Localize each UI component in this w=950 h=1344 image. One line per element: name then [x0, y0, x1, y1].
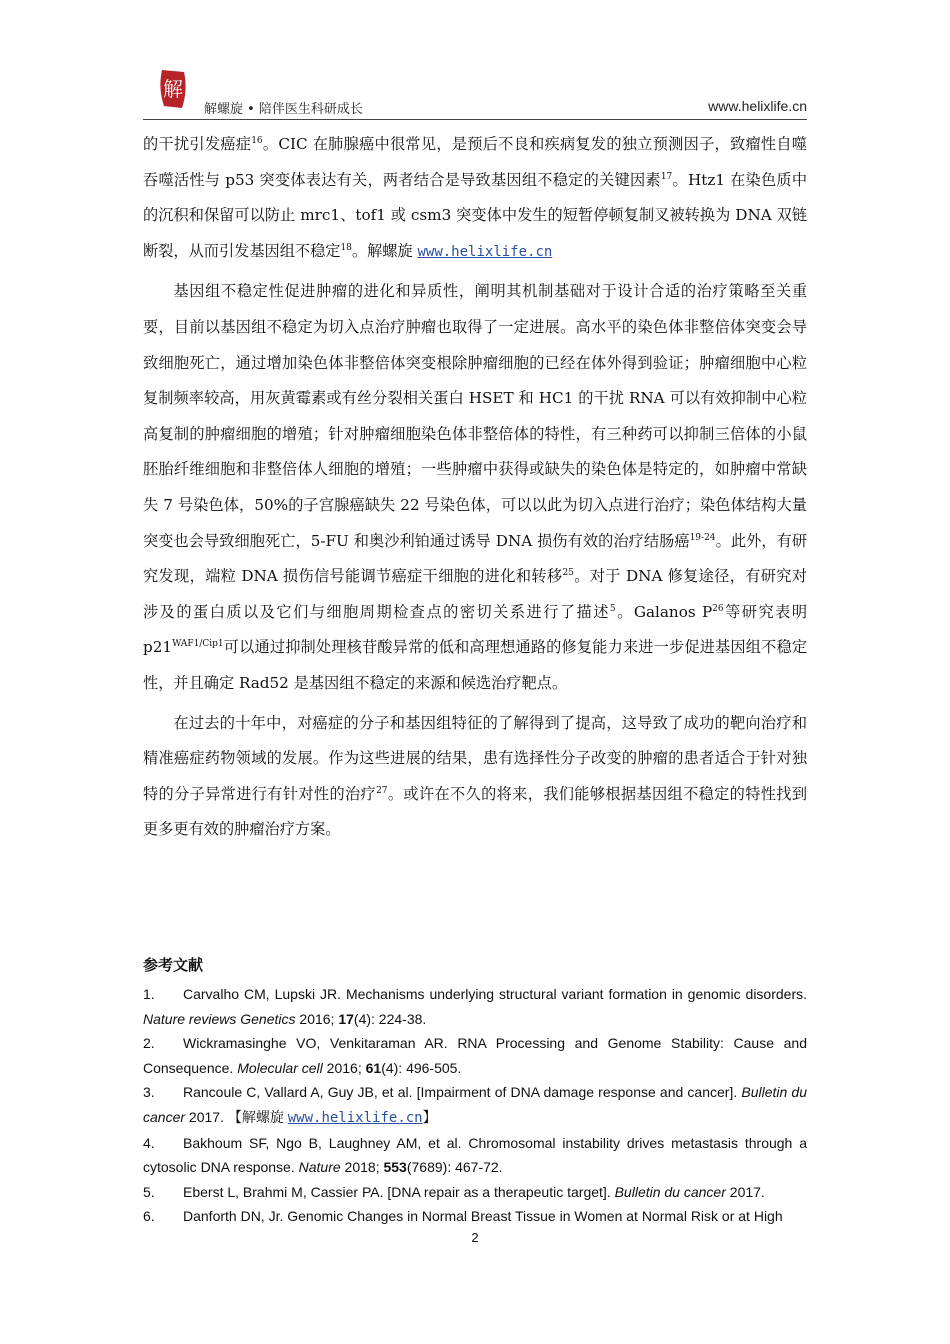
paragraph-2: 基因组不稳定性促进肿瘤的进化和异质性，阐明其机制基础对于设计合适的治疗策略至关重要，目前以基因组不稳定为切入点治疗肿瘤也取得了一定进展。高水平的染色体非整倍体突变会导致细胞死亡，通过增加染色体非整倍体突变根除肿瘤细胞的已经在体外得到验证；肿瘤细胞中心粒复制频率较高，用灰黄霉素或有丝分裂相关蛋白 HSET 和 HC1 的干扰 RNA 可以有效抑制中心粒高复制的肿瘤细胞的增殖；针对肿瘤细胞染色体非整倍体的特性，有三种药可以抑制三倍体的小鼠胚胎纤维细胞和非整倍体人细胞的增殖；一些肿瘤中获得或缺失的染色体是特定的，如肿瘤中常缺失 7 号染色体，50%的子宫腺癌缺失 22 号染色体，可以以此为切入点进行治疗；染色体结构大量突变也会导致细胞死亡，5-FU 和奥沙利铂通过诱导 DNA 损伤有效的治疗结肠癌$^{19-24}$。此外，有研究发现，端粒 DNA 损伤信号能调节癌症干细胞的进化和转移$^{25}$。对于 DNA 修复途径，有研究对涉及的蛋白质以及它们与细胞周期检查点的密切关系进行了描述$^5$。Galanos $P^{26}$等研究表明 $p21^{WAF1/Cip1}$可以通过抑制处理核苷酸异常的低和高理想通路的修复能力来进一步促进基因组不稳定性，并且确定 Rad52 是基因组不稳定的来源和候选治疗靶点。 [143, 282, 808, 692]
helixlife-logo [156, 66, 190, 110]
reference-item: 3. Rancoule C, Vallard A, Guy JB, et al. [Impairment of DNA damage response and cancer]. Bulletin du cancer 2017. 【解螺旋 www.helixlife.cn】 [143, 1084, 807, 1126]
reference-item: 1. Carvalho CM, Lupski JR. Mechanisms underlying structural variant formation in genomic disorders. Nature reviews Genetics 2016; 17(4): 224-38. [143, 986, 807, 1027]
reference-item: 5. Eberst L, Brahmi M, Cassier PA. [DNA repair as a therapeutic target]. Bulletin du cancer 2017. [143, 1183, 765, 1200]
reference-item: 2. Wickramasinghe VO, Venkitaraman AR. RNA Processing and Genome Stability: Cause and Consequence. Molecular cell 2016; 61(4): 496-505. [143, 1035, 807, 1076]
svg-text:解: 解 [163, 77, 183, 101]
header-divider [143, 119, 807, 120]
page-number: 2 [471, 1230, 479, 1245]
header-brand: 解螺旋 • 陪伴医生科研成长 [204, 102, 363, 117]
helixlife-link[interactable]: www.helixlife.cn [287, 1109, 423, 1126]
references-heading: 参考文献 [143, 956, 204, 974]
reference-item: 6. Danforth DN, Jr. Genomic Changes in Normal Breast Tissue in Women at Normal Risk or at High [143, 1208, 783, 1225]
header-url[interactable]: www.helixlife.cn [708, 98, 807, 114]
helixlife-link[interactable]: www.helixlife.cn [417, 243, 553, 260]
paragraph-1: 的干扰引发癌症$^{16}$。CIC 在肺腺癌中很常见，是预后不良和疾病复发的独立预测因子，致瘤性自噬吞噬活性与 p53 突变体表达有关，两者结合是导致基因组不稳定的关键因素$^{17}$。Htz1 在染色质中的沉积和保留可以防止 mrc1、tof1 或 csm3 突变体中发生的短暂停顿复制叉被转换为 DNA 双链断裂，从而引发基因组不稳定$^{18}$。解螺旋 www.helixlife.cn [143, 135, 808, 260]
paragraph-3: 在过去的十年中，对癌症的分子和基因组特征的了解得到了提高，这导致了成功的靶向治疗和精准癌症药物领域的发展。作为这些进展的结果，患有选择性分子改变的肿瘤的患者适合于针对独特的分子异常进行有针对性的治疗$^{27}$。或许在不久的将来，我们能够根据基因组不稳定的特性找到更多更有效的肿瘤治疗方案。 [143, 713, 808, 839]
references-list [143, 982, 807, 1229]
reference-item: 4. Bakhoum SF, Ngo B, Laughney AM, et al. Chromosomal instability drives metastasis through a cytosolic DNA response. Nature 2018; 553(7689): 467-72. [143, 1134, 807, 1176]
body-text [143, 127, 807, 848]
